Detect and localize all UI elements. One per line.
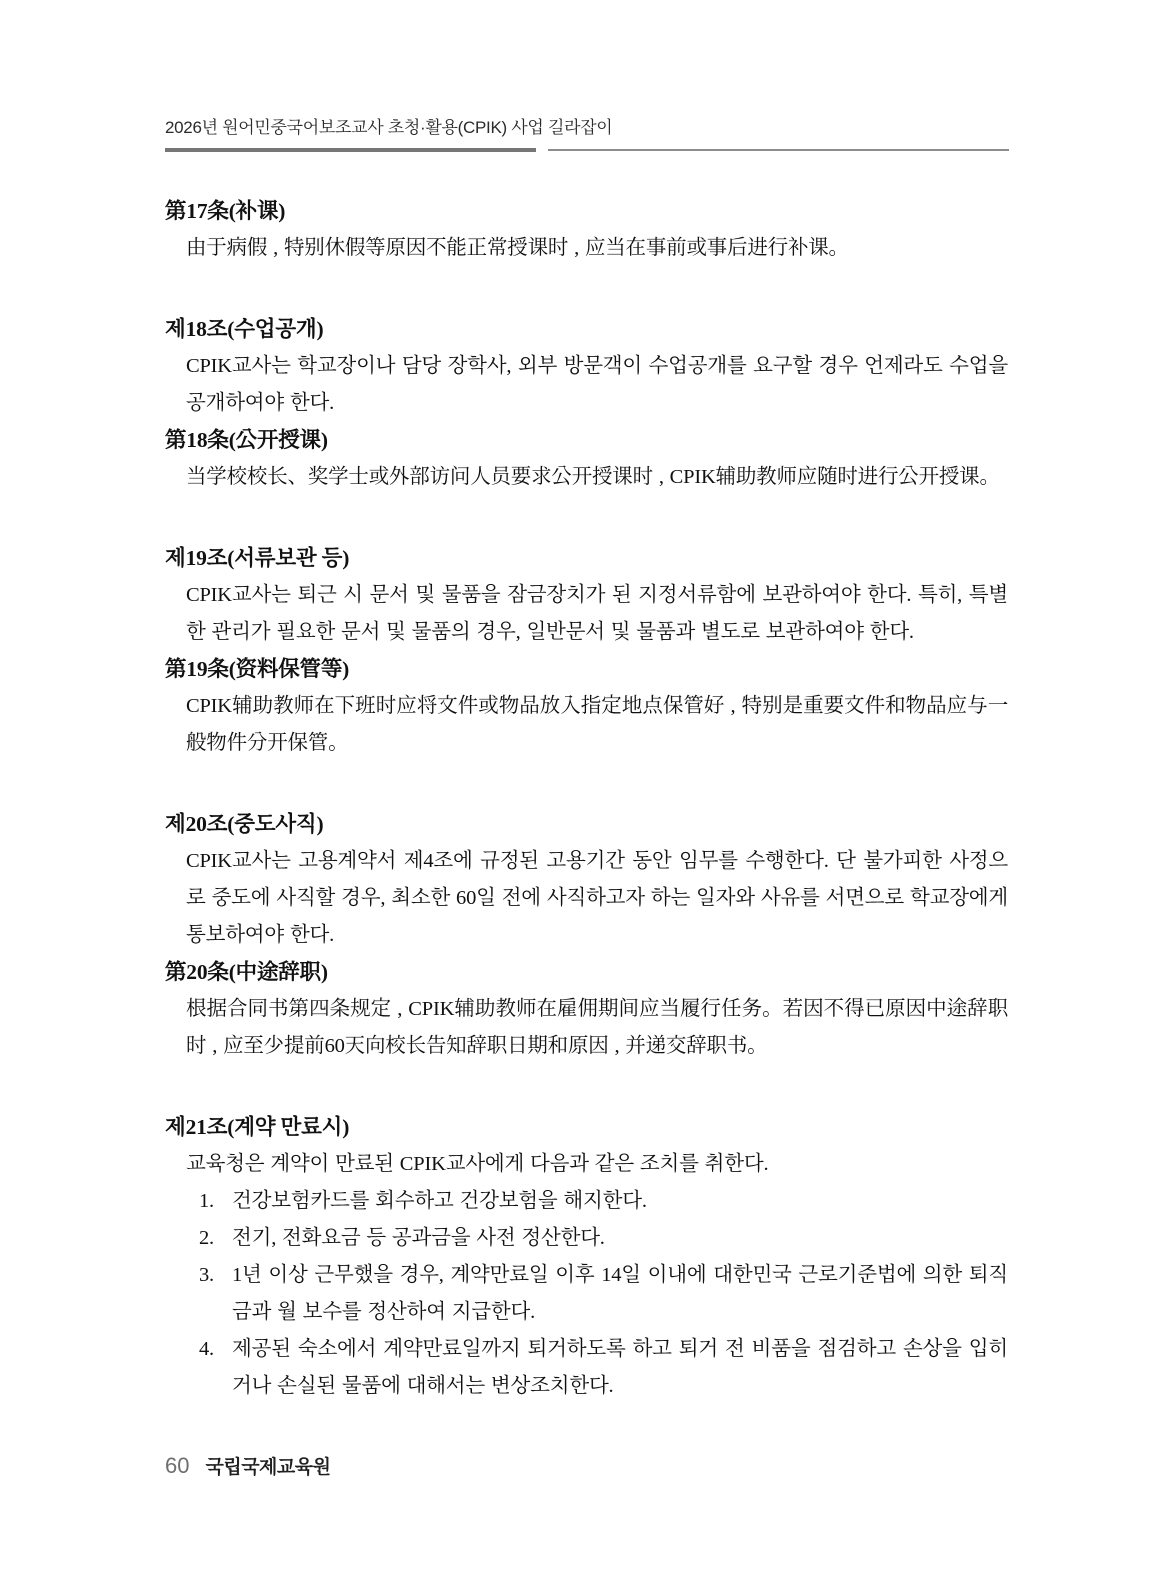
article-21-list [165, 1183, 1008, 1405]
header-rule-thick [165, 148, 536, 152]
article-18-ko-heading: 제18조(수업공개) [165, 317, 324, 341]
page-number: 60 [165, 1453, 190, 1478]
article-20-ko-heading: 제20조(중도사직) [165, 812, 324, 836]
list-item-4-text: 제공된 숙소에서 계약만료일까지 퇴거하도록 하고 퇴거 전 비품을 점검하고 손상을 입히거나 손실된 물품에 대해서는 변상조치한다. [232, 1338, 1008, 1397]
article-20-zh-heading: 第20条(中途辞职) [165, 960, 328, 984]
list-item-4-number: 4. [199, 1338, 214, 1360]
document-body [165, 193, 1008, 1405]
page-footer [165, 1452, 330, 1479]
article-21-ko-heading: 제21조(계약 만료시) [165, 1115, 350, 1139]
article-19-zh-body: CPIK辅助教师在下班时应将文件或物品放入指定地点保管好 , 特别是重要文件和物品应与一般物件分开保管。 [186, 695, 1008, 754]
list-item-4 [199, 1331, 1008, 1405]
article-17-zh-body: 由于病假 , 特别休假等原因不能正常授课时 , 应当在事前或事后进行补课。 [186, 237, 849, 259]
article-18 [165, 311, 1008, 496]
list-item-3-number: 3. [199, 1264, 214, 1286]
header-rule-thin [548, 149, 1009, 151]
list-item-1-number: 1. [199, 1190, 214, 1212]
institution-name: 국립국제교육원 [205, 1457, 331, 1478]
list-item-2 [199, 1220, 1008, 1257]
article-19-ko-body: CPIK교사는 퇴근 시 문서 및 물품을 잠금장치가 된 지정서류함에 보관하여야 한다. 특히, 특별한 관리가 필요한 문서 및 물품의 경우, 일반문서 및 물품과 별도로 보관하여야 한다. [186, 584, 1008, 643]
article-20-zh-body: 根据合同书第四条规定 , CPIK辅助教师在雇佣期间应当履行任务。若因不得已原因中途辞职时 , 应至少提前60天向校长告知辞职日期和原因 , 并递交辞职书。 [186, 998, 1008, 1057]
list-item-2-text: 전기, 전화요금 등 공과금을 사전 정산한다. [232, 1227, 605, 1249]
page-header [165, 117, 1009, 152]
header-rule [165, 148, 1009, 152]
article-20-ko-body: CPIK교사는 고용계약서 제4조에 규정된 고용기간 동안 임무를 수행한다. 단 불가피한 사정으로 중도에 사직할 경우, 최소한 60일 전에 사직하고자 하는 일자와 사유를 서면으로 학교장에게 통보하여야 한다. [186, 850, 1008, 946]
article-20 [165, 806, 1008, 1065]
article-19 [165, 540, 1008, 762]
article-17 [165, 193, 1008, 267]
article-18-zh-body: 当学校校长、奖学士或外部访问人员要求公开授课时 , CPIK辅助教师应随时进行公开授课。 [186, 466, 1000, 488]
list-item-2-number: 2. [199, 1227, 214, 1249]
article-21-ko-intro: 교육청은 계약이 만료된 CPIK교사에게 다음과 같은 조치를 취한다. [186, 1153, 769, 1175]
running-header-title: 2026년 원어민중국어보조교사 초청·활용(CPIK) 사업 길라잡이 [165, 118, 613, 137]
article-18-zh-heading: 第18条(公开授课) [165, 428, 328, 452]
list-item-3 [199, 1257, 1008, 1331]
article-17-zh-heading: 第17条(补课) [165, 199, 286, 223]
article-18-ko-body: CPIK교사는 학교장이나 담당 장학사, 외부 방문객이 수업공개를 요구할 경우 언제라도 수업을 공개하여야 한다. [186, 355, 1008, 414]
article-19-ko-heading: 제19조(서류보관 등) [165, 546, 350, 570]
list-item-3-text: 1년 이상 근무했을 경우, 계약만료일 이후 14일 이내에 대한민국 근로기준법에 의한 퇴직금과 월 보수를 정산하여 지급한다. [232, 1264, 1008, 1323]
article-19-zh-heading: 第19条(资料保管等) [165, 657, 350, 681]
article-21 [165, 1109, 1008, 1405]
list-item-1-text: 건강보험카드를 회수하고 건강보험을 해지한다. [232, 1190, 647, 1212]
list-item-1 [199, 1183, 1008, 1220]
